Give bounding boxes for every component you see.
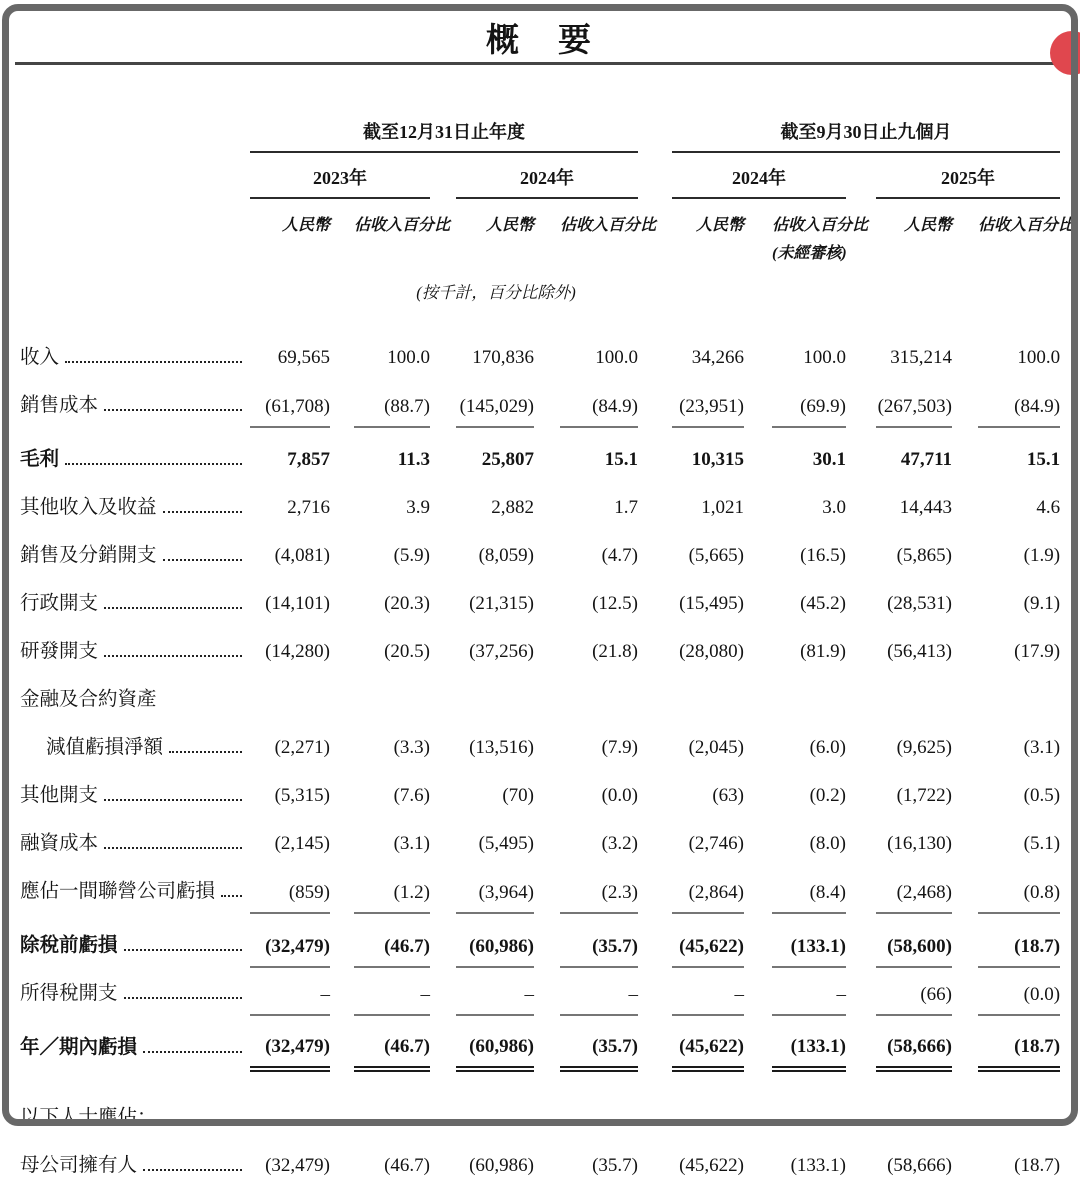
table-row (20, 1015, 1060, 1069)
financial-summary-table (20, 116, 1075, 1187)
value-cell: 30.1 (812, 449, 847, 470)
value-cell: (15,495) (679, 593, 745, 614)
value-cell (876, 673, 952, 721)
value-cell: (3.3) (393, 737, 430, 758)
dot-leader (104, 654, 242, 657)
value-cell: 100.0 (595, 347, 639, 368)
table-row (20, 817, 1060, 865)
value-cell: 315,214 (890, 347, 953, 368)
subheader-currency: 人民幣 (281, 217, 330, 234)
value-cell: (0.0) (978, 967, 1060, 1015)
row-label: 金融及合約資產 (20, 689, 157, 710)
value-cell: 100.0 (1017, 347, 1061, 368)
row-label: 母公司擁有人 (20, 1139, 250, 1187)
value-cell: (70) (502, 785, 534, 806)
row-label: 所得稅開支 (20, 967, 250, 1015)
row-label: 收入 (20, 303, 250, 379)
value-cell: (58,666) (887, 1155, 953, 1176)
value-cell: (145,029) (456, 379, 534, 427)
value-cell: (12.5) (592, 593, 639, 614)
value-cell: (859) (250, 865, 330, 913)
table-row (20, 427, 1060, 481)
row-label: 除稅前虧損 (20, 913, 250, 967)
dot-leader (221, 894, 242, 897)
dot-leader (143, 1168, 242, 1171)
value-cell: (6.0) (809, 737, 847, 758)
value-cell: (17.9) (1014, 641, 1061, 662)
value-cell: (2,864) (672, 865, 744, 913)
value-cell: (63) (712, 785, 745, 806)
value-cell: (133.1) (772, 1015, 846, 1069)
value-cell (978, 673, 1060, 721)
value-cell: (58,666) (876, 1015, 952, 1069)
value-cell: 2,882 (491, 497, 534, 518)
value-cell: (0.8) (978, 865, 1060, 913)
value-cell: (3.2) (601, 833, 639, 854)
value-cell: (32,479) (250, 1015, 330, 1069)
table-row (20, 1139, 1060, 1187)
value-cell: (23,951) (672, 379, 744, 427)
table-row (20, 673, 1060, 721)
value-cell: (60,986) (456, 913, 534, 967)
subheader-percent: 佔收入百分比 (978, 217, 1075, 234)
value-cell: (5,865) (896, 545, 953, 566)
value-cell: – (672, 967, 744, 1015)
subheader-row (20, 198, 1060, 235)
value-cell: 69,565 (277, 347, 330, 368)
row-label: 其他收入及收益 (20, 481, 250, 529)
value-cell: (81.9) (800, 641, 847, 662)
subheader-currency: 人民幣 (904, 217, 953, 234)
period-group-annual: 截至12月31日止年度 (250, 116, 638, 152)
value-cell: (21.8) (592, 641, 639, 662)
year-2024: 2024年 (456, 152, 638, 198)
row-label: 其他開支 (20, 769, 250, 817)
value-cell: – (560, 967, 638, 1015)
dot-leader (163, 510, 242, 513)
value-cell: (84.9) (560, 379, 638, 427)
value-cell: (14,101) (265, 593, 330, 614)
value-cell (250, 673, 330, 721)
row-label: 年／期內虧損 (20, 1015, 250, 1069)
value-cell: (133.1) (790, 1155, 847, 1176)
value-cell: 7,857 (287, 449, 330, 470)
value-cell: (32,479) (265, 1155, 330, 1176)
table-row (20, 865, 1060, 913)
value-cell: (66) (876, 967, 952, 1015)
table-row (20, 913, 1060, 967)
value-cell: (7.9) (601, 737, 639, 758)
dot-leader (124, 996, 242, 999)
row-label: 應佔一間聯營公司虧損 (20, 865, 250, 913)
value-cell: 3.0 (822, 497, 847, 518)
dot-leader (65, 360, 242, 363)
value-cell: (2.3) (560, 865, 638, 913)
value-cell: (14,280) (265, 641, 330, 662)
unaudited-note-row (20, 235, 1060, 263)
year-2025-9m: 2025年 (876, 152, 1060, 198)
value-cell: 34,266 (691, 347, 745, 368)
table-row (20, 303, 1060, 379)
value-cell: 1,021 (701, 497, 745, 518)
value-cell (456, 673, 534, 721)
value-cell (560, 673, 638, 721)
page-title: 概 要 (486, 23, 594, 59)
value-cell: (32,479) (250, 913, 330, 967)
value-cell: (8,059) (478, 545, 534, 566)
value-cell: (2,045) (688, 737, 745, 758)
value-cell (772, 673, 846, 721)
value-cell: (1.2) (354, 865, 430, 913)
table-row (20, 481, 1060, 529)
value-cell: (60,986) (469, 1155, 534, 1176)
value-cell: (3.1) (393, 833, 430, 854)
value-cell: (4.7) (601, 545, 639, 566)
value-cell: (16.5) (800, 545, 847, 566)
value-cell: 170,836 (472, 347, 534, 368)
value-cell: (5.1) (1023, 833, 1061, 854)
value-cell: (5,495) (478, 833, 534, 854)
value-cell: (45,622) (672, 913, 744, 967)
subheader-percent: 佔收入百分比 (560, 217, 657, 234)
value-cell: (37,256) (469, 641, 534, 662)
value-cell: (28,531) (887, 593, 953, 614)
subheader-percent: 佔收入百分比 (354, 217, 451, 234)
value-cell: (61,708) (250, 379, 330, 427)
value-cell: (18.7) (1014, 1155, 1061, 1176)
value-cell: (88.7) (354, 379, 430, 427)
dot-leader (104, 408, 242, 411)
value-cell: (3,964) (456, 865, 534, 913)
value-cell: (267,503) (876, 379, 952, 427)
table-row (20, 769, 1060, 817)
value-cell: (5,315) (274, 785, 330, 806)
dot-leader (143, 1050, 242, 1053)
units-note-row (20, 263, 1060, 303)
value-cell: (5,665) (688, 545, 745, 566)
dot-leader (124, 948, 242, 951)
value-cell: (9.1) (1023, 593, 1061, 614)
row-label: 以下人士應佔： (20, 1107, 157, 1128)
subheader-percent: 佔收入百分比 (772, 217, 869, 234)
unaudited-note: (未經審核) (772, 245, 847, 262)
value-cell: (45,622) (672, 1015, 744, 1069)
value-cell: (133.1) (772, 913, 846, 967)
value-cell: (35.7) (560, 1015, 638, 1069)
value-cell: (35.7) (560, 913, 638, 967)
value-cell: (46.7) (384, 1155, 430, 1176)
value-cell: (2,271) (274, 737, 330, 758)
value-cell: 25,807 (481, 449, 534, 470)
year-row (20, 152, 1060, 198)
value-cell: 15.1 (604, 449, 639, 470)
value-cell: (28,080) (679, 641, 745, 662)
value-cell: – (456, 967, 534, 1015)
value-cell: (20.5) (384, 641, 430, 662)
dot-leader (163, 558, 242, 561)
value-cell: (2,145) (274, 833, 330, 854)
value-cell: 3.9 (406, 497, 430, 518)
table-row (20, 529, 1060, 577)
value-cell: – (354, 967, 430, 1015)
row-label: 行政開支 (20, 577, 250, 625)
value-cell: 1.7 (614, 497, 639, 518)
year-2023: 2023年 (250, 152, 430, 198)
subheader-currency: 人民幣 (696, 217, 745, 234)
value-cell: (21,315) (469, 593, 534, 614)
table-row (20, 625, 1060, 673)
value-cell: 47,711 (900, 449, 953, 470)
value-cell: – (772, 967, 846, 1015)
dot-leader (104, 846, 242, 849)
value-cell: (7.6) (393, 785, 430, 806)
units-note: (按千計，百分比除外) (416, 283, 576, 302)
row-label: 減值虧損淨額 (20, 721, 250, 769)
value-cell: (0.2) (809, 785, 847, 806)
value-cell: (18.7) (978, 1015, 1060, 1069)
red-page-marker (1050, 31, 1080, 75)
value-cell: (20.3) (384, 593, 430, 614)
value-cell: (58,600) (876, 913, 952, 967)
value-cell: 15.1 (1026, 449, 1061, 470)
dot-leader (104, 798, 242, 801)
value-cell (354, 673, 430, 721)
value-cell: 11.3 (397, 449, 430, 470)
value-cell: (0.5) (1023, 785, 1061, 806)
value-cell (672, 673, 744, 721)
row-label: 融資成本 (20, 817, 250, 865)
value-cell: (69.9) (772, 379, 846, 427)
table-row (20, 967, 1060, 1015)
table-row (20, 721, 1060, 769)
subheader-currency: 人民幣 (485, 217, 534, 234)
value-cell: (9,625) (896, 737, 953, 758)
dot-leader (65, 462, 242, 465)
value-cell: 2,716 (287, 497, 330, 518)
dot-leader (169, 750, 242, 753)
value-cell: (2,746) (688, 833, 745, 854)
value-cell: (84.9) (978, 379, 1060, 427)
dot-leader (104, 606, 242, 609)
table-body (20, 303, 1060, 1187)
value-cell: (1.9) (1023, 545, 1061, 566)
value-cell: (46.7) (354, 913, 430, 967)
value-cell: (13,516) (469, 737, 534, 758)
value-cell: (56,413) (887, 641, 953, 662)
value-cell: (46.7) (354, 1015, 430, 1069)
period-group-row (20, 116, 1060, 152)
value-cell: 100.0 (803, 347, 847, 368)
value-cell: (5.9) (393, 545, 430, 566)
value-cell: – (250, 967, 330, 1015)
row-label: 毛利 (20, 427, 250, 481)
value-cell: (18.7) (978, 913, 1060, 967)
value-cell: (45.2) (800, 593, 847, 614)
value-cell: 14,443 (899, 497, 953, 518)
year-2024-9m: 2024年 (672, 152, 846, 198)
value-cell: 100.0 (387, 347, 430, 368)
value-cell: (45,622) (679, 1155, 745, 1176)
period-group-nine-months: 截至9月30日止九個月 (672, 116, 1060, 152)
row-label: 研發開支 (20, 625, 250, 673)
value-cell: (2,468) (876, 865, 952, 913)
value-cell: 4.6 (1036, 497, 1061, 518)
value-cell: (35.7) (592, 1155, 639, 1176)
value-cell: (3.1) (1023, 737, 1061, 758)
row-label: 銷售成本 (20, 379, 250, 427)
value-cell: (60,986) (456, 1015, 534, 1069)
row-label: 銷售及分銷開支 (20, 529, 250, 577)
value-cell: (0.0) (601, 785, 639, 806)
value-cell: (8.4) (772, 865, 846, 913)
value-cell: (1,722) (896, 785, 953, 806)
title-divider (15, 62, 1063, 65)
value-cell: (16,130) (887, 833, 953, 854)
value-cell: (4,081) (274, 545, 330, 566)
table-row (20, 379, 1060, 427)
value-cell: (8.0) (809, 833, 847, 854)
value-cell: 10,315 (691, 449, 745, 470)
table-row (20, 577, 1060, 625)
